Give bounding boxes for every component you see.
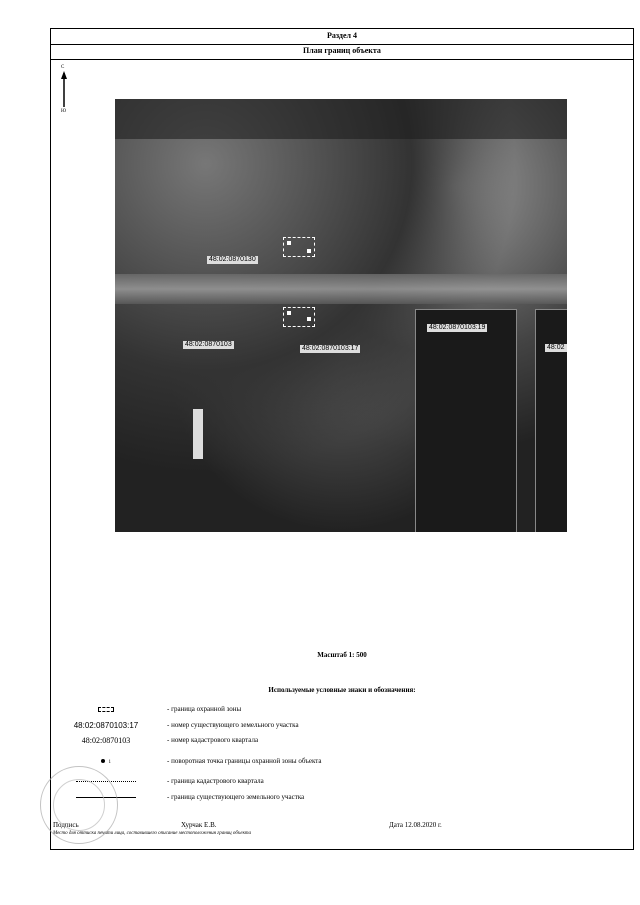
- legend-item: 48:02:0870103 - номер кадастрового квартала: [51, 736, 633, 750]
- signer-name: Хурчак Е.В.: [181, 821, 217, 829]
- plan-title: План границ объекта: [51, 44, 633, 60]
- protection-zone: [283, 237, 315, 257]
- legend-item: - граница кадастрового квартала: [51, 777, 633, 791]
- quarter-number-symbol: 48:02:0870103: [81, 736, 131, 745]
- south-label: Ю: [61, 109, 67, 114]
- seal-stamp: [40, 766, 118, 844]
- map-label-quarter: 48:02:0870103: [185, 341, 232, 348]
- signature-date: Дата 12.08.2020 г.: [389, 821, 442, 829]
- map-label-quarter: 48:02: [547, 344, 565, 351]
- turning-point: [307, 249, 311, 253]
- turning-point: [287, 311, 291, 315]
- turning-point: [307, 317, 311, 321]
- zone-boundary-symbol: [98, 707, 114, 712]
- turning-point-symbol: [101, 759, 105, 763]
- map-road: [115, 274, 567, 304]
- legend-title: Используемые условные знаки и обозначения:: [268, 686, 416, 694]
- document-frame: [50, 28, 634, 850]
- map-light-object: [193, 409, 203, 459]
- map-scale: Масштаб 1: 500: [317, 651, 367, 659]
- legend-item: - граница охранной зоны: [51, 705, 633, 719]
- map-label-parcel: 48:02:0870103:17: [302, 345, 359, 352]
- map-building: [415, 309, 517, 532]
- map-dark-band: [115, 99, 567, 139]
- signature-label: Подпись: [53, 821, 79, 829]
- legend-item: 48:02:0870103:17 - номер существующего земельного участка: [51, 721, 633, 735]
- legend-item: - граница существующего земельного участка: [51, 793, 633, 807]
- plan-area: [51, 59, 633, 850]
- parcel-number-symbol: 48:02:0870103:17: [73, 721, 139, 730]
- map-label-parcel: 48:02:0870103:19: [429, 324, 486, 331]
- north-label: С: [61, 65, 65, 70]
- map-label-quarter: 48:02:0870130: [209, 256, 256, 263]
- legend-item: 1 - поворотная точка границы охранной зоны объекта: [51, 757, 633, 771]
- aerial-map: [115, 99, 567, 532]
- seal-note: Место для оттиска печати лица, составившего описание местоположения границ объекта: [53, 831, 252, 836]
- turning-point: [287, 241, 291, 245]
- map-building: [535, 309, 567, 532]
- section-header: Раздел 4: [51, 29, 633, 45]
- north-arrow: [59, 65, 69, 115]
